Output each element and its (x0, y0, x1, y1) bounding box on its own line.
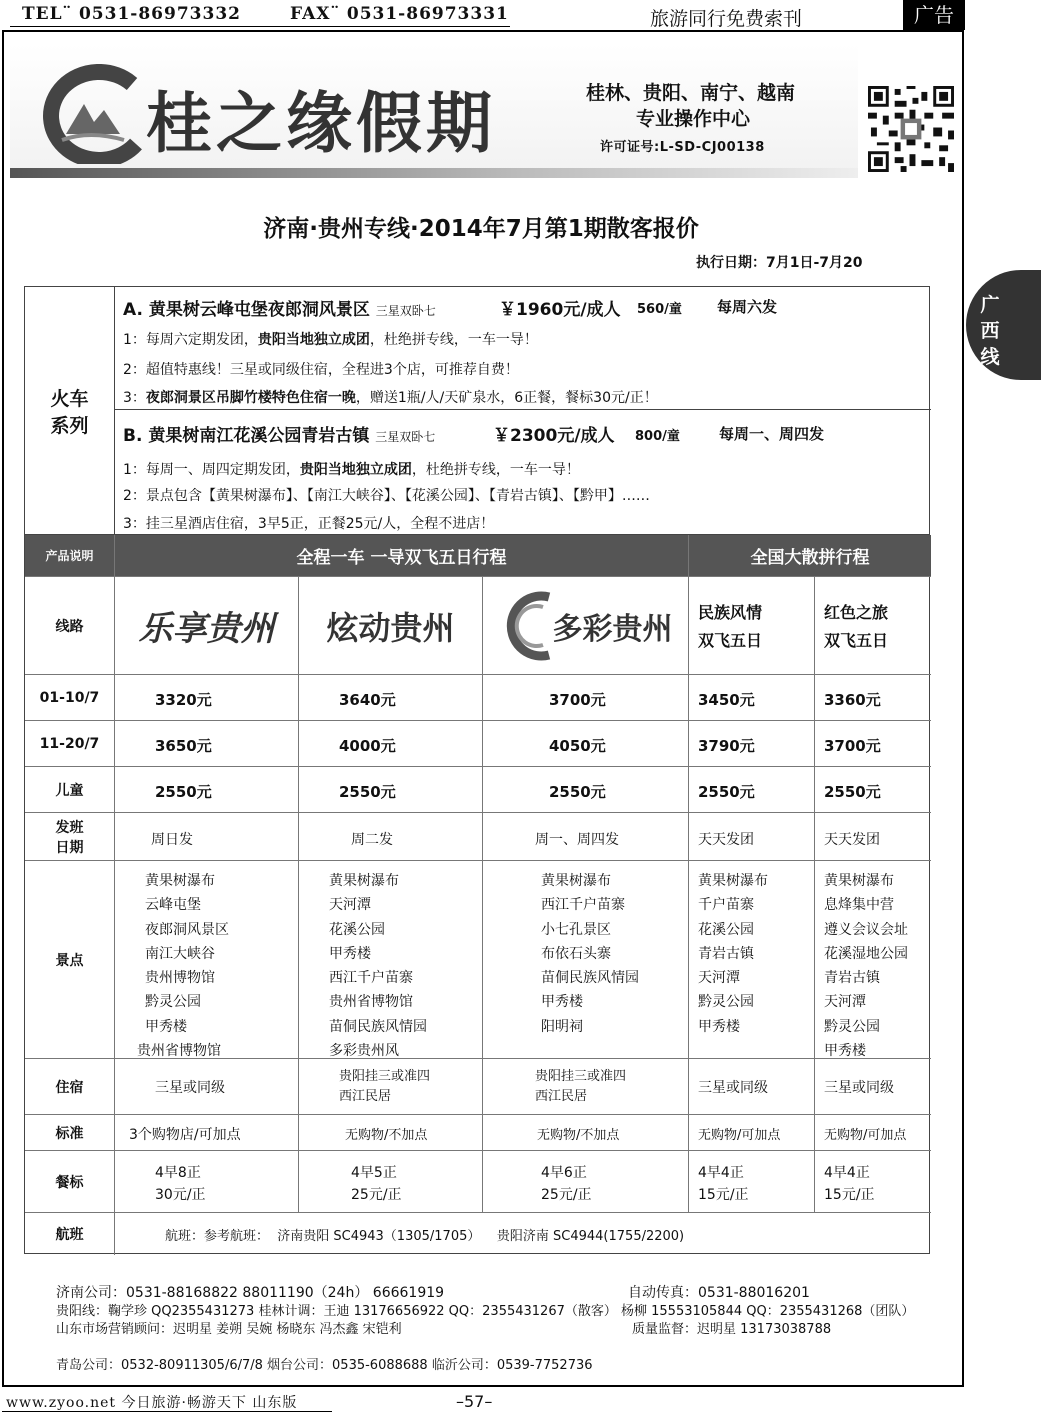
sight-item: 苗侗民族风情园 (541, 970, 639, 987)
sight-item: 夜郎洞风景区 (145, 921, 229, 938)
route-b-line-1-pre: 1：每周一、周四定期发团， (123, 462, 300, 478)
sight-item: 云峰屯堡 (145, 897, 201, 914)
standard-cell: 无购物/可加点 (815, 1115, 931, 1151)
route-name-5-line: 红色之旅 (824, 603, 889, 622)
meal-cell (815, 1151, 931, 1213)
route-b-title (123, 421, 435, 446)
meal-cell (689, 1151, 815, 1213)
sight-item: 西江千户苗寨 (541, 897, 625, 914)
brand-name: 桂之缘假期 (146, 84, 496, 162)
sight-item: 甲秀楼 (824, 1043, 866, 1060)
header-group-2: 全国大散拼行程 (689, 535, 931, 577)
route-name-5-line: 双飞五日 (824, 631, 889, 650)
meal-line: 15元/正 (824, 1187, 875, 1203)
tel-number: TEL¨ 0531-86973332 (22, 4, 241, 24)
route-name-1: 乐享贵州 (115, 577, 299, 675)
site-footer: www.zyoo.net 今日旅游·畅游天下 山东版 (6, 1395, 298, 1411)
flight-cell: 航班：参考航班： 济南贵阳 SC4943（1305/1705） 贵阳济南 SC4944(1755/2200) (165, 1229, 685, 1244)
route-a-line-1-pre: 1：每周六定期发团， (123, 332, 258, 348)
side-tab-char: 广 (980, 294, 1000, 316)
price-cell: 3700元 (815, 721, 931, 767)
hotel-cell (299, 1059, 483, 1115)
route-a-line-2: 2：超值特惠线！三星或同级住宿，全程进3个店，可推荐自费！ (123, 362, 519, 378)
hotel-line: 贵阳挂三或准四 (339, 1069, 431, 1084)
depart-cell: 周一、周四发 (483, 813, 689, 861)
hotel-cell: 三星或同级 (689, 1059, 815, 1115)
route-b-child-price: 800/童 (635, 429, 680, 444)
train-label-line: 系列 (50, 415, 89, 437)
sights-cell-4 (689, 861, 815, 1059)
sight-item: 贵州博物馆 (145, 970, 215, 987)
price-cell: 3360元 (815, 675, 931, 721)
depart-cell: 周日发 (115, 813, 299, 861)
price-cell: 3450元 (689, 675, 815, 721)
region-side-tab (966, 270, 1041, 380)
sight-item: 小七孔景区 (541, 921, 611, 938)
sight-item: 贵州省博物馆 (137, 1043, 221, 1060)
sight-item: 花溪公园 (698, 921, 754, 938)
route-b-line-1-post: ，杜绝拼专线，一车一导！ (411, 462, 580, 478)
depart-cell: 周二发 (299, 813, 483, 861)
label-date-1: 01-10/7 (25, 675, 115, 721)
sight-item: 青岩古镇 (824, 970, 880, 987)
route-b-schedule: 每周一、周四发 (719, 425, 825, 443)
sights-cell-2 (299, 861, 483, 1059)
hotel-line: 西江民居 (339, 1089, 392, 1104)
sight-item: 西江千户苗寨 (329, 970, 413, 987)
hotel-line: 西江民居 (535, 1089, 588, 1104)
child-price-cell: 2550元 (115, 767, 299, 813)
auto-fax: 自动传真：0531-88016201 (628, 1285, 810, 1301)
header-product: 产品说明 (25, 535, 115, 577)
label-child: 儿童 (25, 767, 115, 813)
sight-item: 苗侗民族风情园 (329, 1018, 427, 1035)
top-bar (0, 0, 1041, 30)
route-name-3-text: 多彩贵州 (552, 611, 673, 647)
route-a-line-1-bold: 贵阳当地独立成团 (257, 332, 370, 348)
market-advisors: 山东市场营销顾问：迟明星 姜朔 吴婉 杨晓东 冯杰鑫 宋铠利 (56, 1322, 402, 1337)
sight-item: 千户苗寨 (698, 897, 754, 914)
route-name-2: 炫动贵州 (299, 577, 483, 675)
route-a-line-3-post: ，赠送1瓶/人/天矿泉水，6正餐，餐标30元/正！ (355, 390, 658, 406)
license-number: 许可证号:L-SD-CJ00138 (600, 140, 765, 155)
route-b-line-1-bold: 贵阳当地独立成团 (299, 462, 412, 478)
route-a-line-3-bold: 夜郎洞景区吊脚竹楼特色住宿一晚 (145, 390, 356, 406)
route-b-line-1 (123, 459, 580, 479)
quality-supervisor: 质量监督：迟明星 13173038788 (632, 1322, 832, 1337)
route-b-name: B. 黄果树南江花溪公园青岩古镇 (123, 426, 370, 446)
meal-line: 25元/正 (351, 1187, 402, 1203)
sight-item: 黄果树瀑布 (824, 873, 894, 889)
free-index-text: 旅游同行免费索刊 (650, 8, 803, 30)
child-price-cell: 2550元 (689, 767, 815, 813)
sights-cell-5 (815, 861, 931, 1059)
sight-item: 青岩古镇 (698, 945, 754, 962)
child-price-cell: 2550元 (483, 767, 689, 813)
route-name-5 (815, 577, 931, 675)
route-b-grade: 三星双卧七 (375, 430, 436, 444)
price-cell: 4000元 (299, 721, 483, 767)
sight-item: 甲秀楼 (698, 1018, 740, 1035)
fax-number: FAX¨ 0531-86973331 (290, 4, 509, 24)
sight-item: 多彩贵州风 (329, 1043, 399, 1060)
sight-item: 天河潭 (698, 970, 740, 987)
standard-cell: 无购物/不加点 (299, 1115, 483, 1151)
depart-cell: 天天发团 (689, 813, 815, 861)
standard-cell: 无购物/可加点 (689, 1115, 815, 1151)
branch-phones: 青岛公司：0532-80911305/6/7/8 烟台公司：0535-6088688 临沂公司：0539-7752736 (56, 1358, 593, 1373)
sight-item: 阳明祠 (541, 1018, 583, 1035)
route-a-line-1-post: ，杜绝拼专线，一车一导！ (369, 332, 538, 348)
route-a-line-1 (123, 329, 538, 349)
route-a-line-3-pre: 3： (123, 390, 146, 406)
hotel-cell (483, 1059, 689, 1115)
qr-code-icon (868, 86, 954, 172)
sights-cell-3 (483, 861, 689, 1059)
route-b-line-3: 3：挂三星酒店住宿，3早5正，正餐25元/人，全程不进店！ (123, 516, 495, 532)
meal-cell (115, 1151, 299, 1213)
route-a-line-3 (123, 387, 658, 407)
price-cell: 3650元 (115, 721, 299, 767)
meal-cell (299, 1151, 483, 1213)
bottom-rule (2, 1411, 332, 1412)
sight-item: 黔灵公园 (145, 994, 201, 1011)
route-name-4-line: 双飞五日 (698, 631, 763, 650)
sight-item: 甲秀楼 (329, 945, 371, 962)
route-name-4 (689, 577, 815, 675)
sight-item: 天河潭 (329, 897, 371, 914)
price-cell: 3700元 (483, 675, 689, 721)
sight-item: 甲秀楼 (145, 1018, 187, 1035)
brand-logo-icon (32, 64, 148, 164)
train-series-section (24, 286, 930, 536)
label-sights: 景点 (25, 861, 115, 1059)
route-a-schedule: 每周六发 (717, 298, 778, 316)
label-flight: 航班 (25, 1213, 115, 1255)
label-depart: 发班日期 (25, 813, 115, 861)
sight-item: 黄果树瀑布 (541, 873, 611, 889)
header-group-1: 全程一车 一导双飞五日行程 (115, 535, 689, 577)
meal-line: 4早4正 (824, 1165, 870, 1181)
hotel-cell: 三星或同级 (115, 1059, 299, 1115)
brand-banner-band (10, 168, 858, 178)
sight-item: 黔灵公园 (698, 994, 754, 1011)
train-label-line: 火车 (50, 388, 89, 410)
route-a-title (123, 295, 436, 320)
price-cell: 4050元 (483, 721, 689, 767)
sight-item: 南江大峡谷 (145, 945, 215, 962)
top-rule (10, 26, 510, 27)
label-standard: 标准 (25, 1115, 115, 1151)
sight-item: 黔灵公园 (824, 1018, 880, 1035)
standard-cell: 无购物/不加点 (483, 1115, 689, 1151)
ops-line-2: 专业操作中心 (636, 108, 751, 130)
side-tab-char: 西 (980, 320, 1000, 342)
price-cell: 3640元 (299, 675, 483, 721)
label-meals: 餐标 (25, 1151, 115, 1213)
route-a-grade: 三星双卧七 (375, 304, 436, 318)
page-number: –57– (456, 1392, 493, 1411)
sight-item: 黄果树瀑布 (145, 873, 215, 889)
sight-item: 黄果树瀑布 (329, 873, 399, 889)
meal-line: 30元/正 (155, 1187, 206, 1203)
ops-line-1: 桂林、贵阳、南宁、越南 (586, 82, 796, 104)
price-table (24, 534, 930, 1254)
execution-date: 执行日期：7月1日-7月20 (696, 255, 863, 271)
sight-item: 花溪湿地公园 (824, 945, 908, 962)
sight-item: 黄果树瀑布 (698, 873, 768, 889)
sight-item: 花溪公园 (329, 921, 385, 938)
route-a-child-price: 560/童 (637, 302, 682, 317)
meal-line: 4早5正 (351, 1165, 397, 1181)
label-date-2: 11-20/7 (25, 721, 115, 767)
hotel-cell: 三星或同级 (815, 1059, 931, 1115)
sight-item: 贵州省博物馆 (329, 994, 413, 1011)
label-route: 线路 (25, 577, 115, 675)
route-name-3 (483, 577, 689, 675)
ad-tag: 广告 (903, 0, 965, 30)
side-tab-char: 线 (980, 346, 1000, 368)
hotel-line: 贵阳挂三或准四 (535, 1069, 627, 1084)
meal-cell (483, 1151, 689, 1213)
route-a-name: A. 黄果树云峰屯堡夜郎洞风景区 (123, 300, 370, 320)
child-price-cell: 2550元 (299, 767, 483, 813)
meal-line: 15元/正 (698, 1187, 749, 1203)
meal-line: 4早4正 (698, 1165, 744, 1181)
price-cell: 3320元 (115, 675, 299, 721)
meal-line: 4早6正 (541, 1165, 587, 1181)
route-a-price: ￥1960元/成人 (499, 300, 621, 320)
route-b-line-2: 2：景点包含【黄果树瀑布】、【南江大峡谷】、【花溪公园】、【青岩古镇】、【黔甲】…… (123, 488, 650, 504)
standard-cell: 3个购物店/可加点 (115, 1115, 299, 1151)
train-divider (115, 409, 931, 410)
child-price-cell: 2550元 (815, 767, 931, 813)
sight-item: 遵义会议会址 (824, 921, 908, 938)
meal-line: 4早8正 (155, 1165, 201, 1181)
price-cell: 3790元 (689, 721, 815, 767)
jinan-phones: 济南公司：0531-88168822 88011190（24h） 66661919 (56, 1285, 445, 1301)
sight-item: 息烽集中营 (824, 897, 894, 914)
route-b-price: ￥2300元/成人 (493, 426, 615, 446)
page-title: 济南·贵州专线·2014年7月第1期散客报价 (263, 216, 699, 242)
sight-item: 甲秀楼 (541, 994, 583, 1011)
meal-line: 25元/正 (541, 1187, 592, 1203)
guiyang-contacts: 贵阳线：鞠学珍 QQ2355431273 桂林计调：王迪 13176656922 QQ：2355431267（散客） 杨柳 15553105844 QQ：2355431268（团队） (56, 1304, 915, 1319)
route-name-4-line: 民族风情 (698, 603, 763, 622)
sights-cell-1 (115, 861, 299, 1059)
sight-item: 天河潭 (824, 994, 866, 1011)
depart-cell: 天天发团 (815, 813, 931, 861)
swirl-logo-icon (499, 591, 553, 661)
sight-item: 布依石头寨 (541, 945, 611, 962)
label-hotel: 住宿 (25, 1059, 115, 1115)
train-series-label (25, 287, 115, 535)
